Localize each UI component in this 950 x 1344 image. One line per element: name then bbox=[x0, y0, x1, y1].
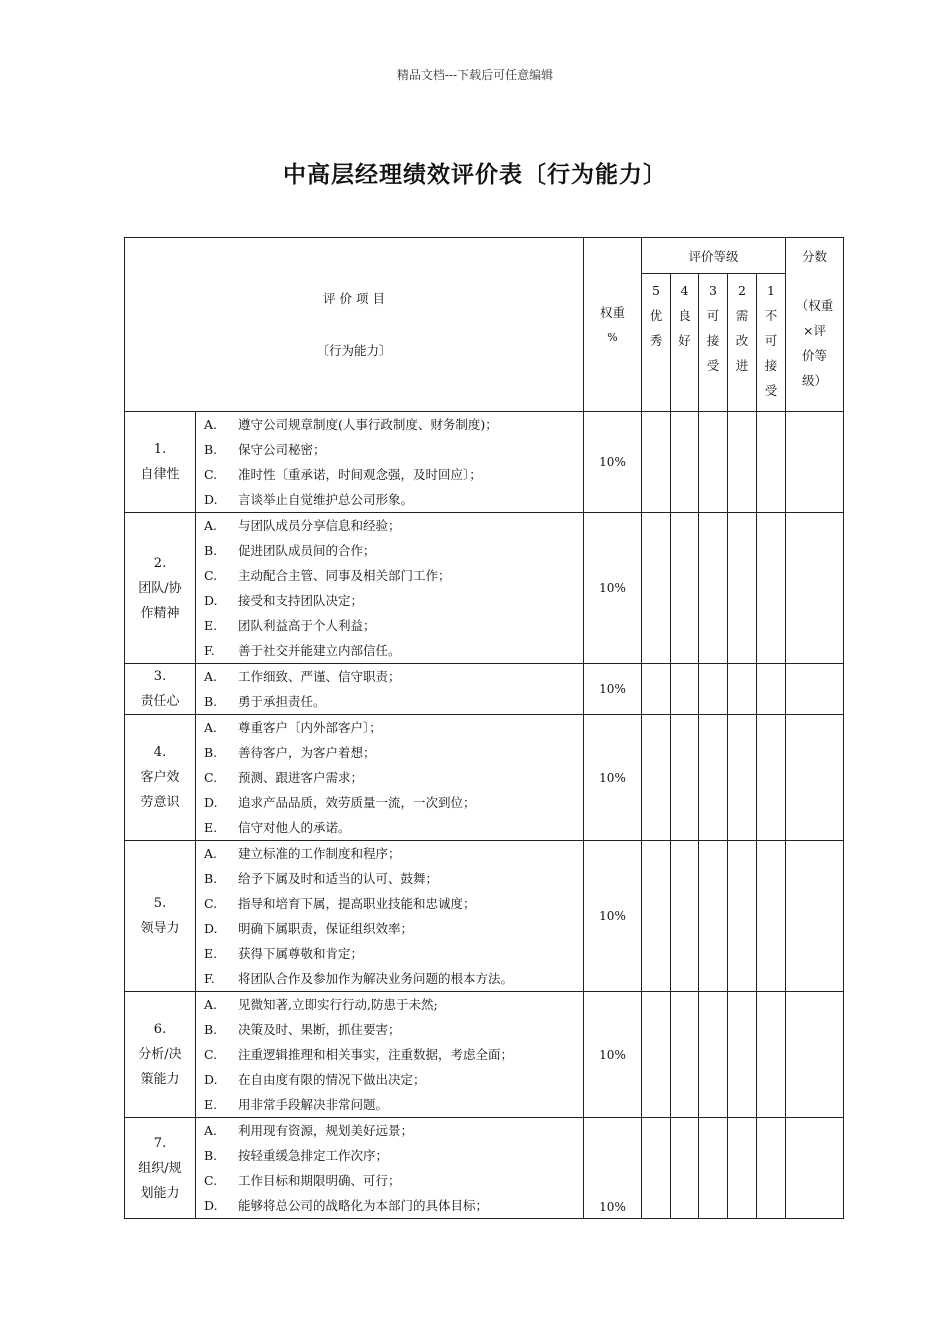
criteria-letter: D. bbox=[204, 492, 218, 507]
score-cell[interactable] bbox=[786, 1118, 844, 1219]
criteria-letter: B. bbox=[204, 745, 218, 760]
criteria-item bbox=[196, 664, 583, 689]
category-name: 划能力 bbox=[140, 1185, 180, 1201]
criteria-item bbox=[196, 916, 583, 941]
rating-cell[interactable] bbox=[757, 664, 786, 715]
level-header-3 bbox=[699, 274, 728, 412]
rating-cell[interactable] bbox=[671, 1118, 699, 1219]
criteria-item bbox=[196, 1168, 583, 1193]
criteria-text: 工作细致、严谨、信守职责； bbox=[238, 669, 401, 684]
category-number: 4. bbox=[153, 745, 167, 760]
criteria-item bbox=[196, 790, 583, 815]
criteria-text: 见微知著,立即实行行动,防患于未然; bbox=[238, 997, 438, 1012]
criteria-text: 遵守公司规章制度(人事行政制度、财务制度)； bbox=[238, 417, 498, 432]
rating-cell[interactable] bbox=[757, 992, 786, 1118]
criteria-text: 促进团队成员间的合作； bbox=[238, 543, 376, 558]
category-name: 劳意识 bbox=[140, 795, 180, 810]
rating-cell[interactable] bbox=[728, 992, 757, 1118]
criteria-item bbox=[196, 715, 583, 740]
criteria-letter: C. bbox=[204, 770, 218, 785]
criteria-text: 保守公司秘密； bbox=[238, 442, 326, 457]
criteria-letter: A. bbox=[204, 846, 218, 861]
category-number: 2. bbox=[153, 555, 167, 571]
criteria-item bbox=[196, 1193, 583, 1218]
criteria-text: 接受和支持团队决定； bbox=[238, 593, 364, 608]
weight-label: 权重 bbox=[600, 304, 626, 320]
criteria-letter: C. bbox=[204, 568, 218, 583]
criteria-letter: D. bbox=[204, 921, 218, 936]
criteria-item bbox=[196, 866, 583, 891]
criteria-letter: B. bbox=[204, 1148, 218, 1163]
criteria-letter: A. bbox=[204, 518, 218, 533]
category-row bbox=[125, 992, 844, 1118]
rating-cell[interactable] bbox=[642, 841, 671, 992]
level-label-char: 受 bbox=[764, 383, 778, 398]
score-cell[interactable] bbox=[786, 513, 844, 664]
criteria-item bbox=[196, 538, 583, 563]
criteria-text: 指导和培育下属，提高职业技能和忠诚度； bbox=[238, 896, 476, 911]
criteria-letter: F. bbox=[204, 643, 215, 658]
criteria-text: 善于社交并能建立内部信任。 bbox=[238, 643, 401, 658]
rating-cell[interactable] bbox=[671, 513, 699, 664]
category-label bbox=[125, 1118, 196, 1219]
criteria-letter: E. bbox=[204, 1097, 218, 1112]
rating-header: 评价等级 bbox=[642, 238, 786, 274]
weight-value: 10% bbox=[584, 664, 642, 715]
score-cell[interactable] bbox=[786, 715, 844, 841]
criteria-list bbox=[196, 715, 584, 841]
criteria-text: 言谈举止自觉维护总公司形象。 bbox=[238, 492, 414, 507]
criteria-letter: C. bbox=[204, 1047, 218, 1062]
criteria-text: 追求产品品质，效劳质量一流，一次到位； bbox=[238, 795, 476, 810]
criteria-letter: A. bbox=[204, 417, 218, 432]
level-label-char: 接 bbox=[706, 333, 720, 348]
level-label-char: 好 bbox=[678, 333, 691, 348]
level-label-char: 可 bbox=[706, 308, 720, 323]
rating-cell[interactable] bbox=[699, 412, 728, 513]
score-note-line: （权重 bbox=[795, 298, 834, 313]
criteria-item bbox=[196, 1067, 583, 1092]
criteria-letter: A. bbox=[204, 997, 218, 1012]
criteria-item bbox=[196, 563, 583, 588]
criteria-item bbox=[196, 941, 583, 966]
rating-cell[interactable] bbox=[699, 992, 728, 1118]
rating-cell[interactable] bbox=[699, 513, 728, 664]
criteria-text: 获得下属尊敬和肯定； bbox=[238, 946, 364, 961]
score-label: 分数 bbox=[802, 249, 828, 264]
criteria-list bbox=[196, 841, 584, 992]
score-cell[interactable] bbox=[786, 841, 844, 992]
criteria-text: 团队利益高于个人利益； bbox=[238, 618, 376, 633]
criteria-text: 按轻重缓急排定工作次序； bbox=[238, 1148, 389, 1163]
level-label-char: 需 bbox=[735, 308, 749, 323]
rating-cell[interactable] bbox=[671, 992, 699, 1118]
level-header-4 bbox=[671, 274, 699, 412]
category-name: 客户效 bbox=[140, 770, 180, 785]
criteria-letter: B. bbox=[204, 543, 218, 558]
level-label-char: 进 bbox=[735, 358, 749, 373]
criteria-text: 尊重客户〔内外部客户〕； bbox=[238, 720, 382, 735]
weight-value: 10% bbox=[584, 513, 642, 664]
rating-cell[interactable] bbox=[699, 715, 728, 841]
category-row bbox=[125, 513, 844, 664]
criteria-text: 将团队合作及参加作为解决业务问题的根本方法。 bbox=[238, 971, 514, 986]
category-label bbox=[125, 841, 196, 992]
score-cell[interactable] bbox=[786, 992, 844, 1118]
level-label-char: 秀 bbox=[649, 333, 663, 348]
criteria-item bbox=[196, 513, 583, 538]
criteria-letter: A. bbox=[204, 669, 218, 684]
criteria-item bbox=[196, 1143, 583, 1168]
rating-cell[interactable] bbox=[728, 412, 757, 513]
criteria-text: 能够将总公司的战略化为本部门的具体目标； bbox=[238, 1198, 489, 1213]
criteria-item bbox=[196, 1042, 583, 1067]
level-label-char: 接 bbox=[764, 358, 778, 373]
criteria-item bbox=[196, 613, 583, 638]
rating-cell[interactable] bbox=[728, 841, 757, 992]
rating-cell[interactable] bbox=[642, 513, 671, 664]
criteria-text: 给予下属及时和适当的认可、鼓舞； bbox=[238, 871, 439, 886]
criteria-text: 建立标准的工作制度和程序； bbox=[238, 846, 401, 861]
level-number: 4 bbox=[680, 283, 689, 298]
level-header-5 bbox=[642, 274, 671, 412]
level-label-char: 优 bbox=[649, 308, 663, 323]
category-name: 分析/决 bbox=[138, 1047, 182, 1062]
criteria-letter: E. bbox=[204, 820, 218, 835]
rating-cell[interactable] bbox=[671, 664, 699, 715]
rating-cell[interactable] bbox=[642, 412, 671, 513]
level-header-2 bbox=[728, 274, 757, 412]
level-number: 5 bbox=[652, 283, 660, 298]
criteria-text: 准时性〔重承诺，时间观念强，及时回应〕； bbox=[238, 467, 482, 482]
level-number: 3 bbox=[709, 283, 717, 298]
category-row bbox=[125, 1118, 844, 1219]
score-note-line: 级） bbox=[802, 373, 828, 388]
criteria-list bbox=[196, 513, 584, 664]
rating-cell[interactable] bbox=[757, 715, 786, 841]
rating-cell[interactable] bbox=[728, 1118, 757, 1219]
category-name: 团队/协 bbox=[138, 580, 182, 596]
criteria-letter: C. bbox=[204, 1173, 218, 1188]
criteria-item bbox=[196, 966, 583, 991]
score-header bbox=[786, 238, 844, 412]
level-label-char: 改 bbox=[735, 333, 749, 348]
criteria-text: 注重逻辑推理和相关事实，注重数据，考虑全面； bbox=[238, 1047, 514, 1062]
criteria-letter: F. bbox=[204, 971, 215, 986]
category-name: 领导力 bbox=[140, 921, 180, 936]
level-header-1 bbox=[757, 274, 786, 412]
rating-cell[interactable] bbox=[699, 1118, 728, 1219]
criteria-list bbox=[196, 664, 584, 715]
page-title: 中高层经理绩效评价表〔行为能力〕 bbox=[283, 162, 667, 188]
criteria-letter: B. bbox=[204, 442, 218, 457]
criteria-text: 明确下属职责，保证组织效率； bbox=[238, 921, 414, 936]
weight-unit: % bbox=[607, 330, 618, 344]
category-number: 6. bbox=[153, 1022, 167, 1037]
header-note: 精品文档---下载后可任意编辑 bbox=[396, 68, 554, 82]
rating-cell[interactable] bbox=[642, 1118, 671, 1219]
rating-cell[interactable] bbox=[757, 841, 786, 992]
category-label bbox=[125, 664, 196, 715]
score-cell[interactable] bbox=[786, 412, 844, 513]
category-name: 自律性 bbox=[140, 467, 180, 482]
weight-value: 10% bbox=[584, 715, 642, 841]
criteria-letter: C. bbox=[204, 896, 218, 911]
level-number: 2 bbox=[738, 283, 746, 298]
criteria-item bbox=[196, 740, 583, 765]
project-label: 评 价 项 目 bbox=[323, 290, 385, 306]
category-label bbox=[125, 715, 196, 841]
score-note-line: 价等 bbox=[802, 348, 828, 363]
criteria-letter: D. bbox=[204, 1072, 218, 1087]
criteria-item bbox=[196, 588, 583, 613]
rating-cell[interactable] bbox=[757, 513, 786, 664]
criteria-letter: D. bbox=[204, 795, 218, 810]
weight-header bbox=[584, 238, 642, 412]
rating-cell[interactable] bbox=[757, 412, 786, 513]
rating-cell[interactable] bbox=[671, 715, 699, 841]
category-number: 3. bbox=[153, 669, 167, 684]
criteria-item bbox=[196, 765, 583, 790]
criteria-text: 工作目标和期限明确、可行； bbox=[238, 1173, 401, 1188]
categories-body bbox=[125, 412, 844, 1219]
rating-cell[interactable] bbox=[671, 412, 699, 513]
category-number: 1. bbox=[153, 442, 167, 457]
score-note-line: ×评 bbox=[803, 323, 826, 338]
criteria-letter: E. bbox=[204, 618, 218, 633]
rating-cell[interactable] bbox=[728, 664, 757, 715]
category-name: 策能力 bbox=[140, 1072, 180, 1087]
criteria-item bbox=[196, 437, 583, 462]
category-label bbox=[125, 412, 196, 513]
rating-cell[interactable] bbox=[642, 715, 671, 841]
criteria-text: 预测、跟进客户需求； bbox=[238, 770, 364, 785]
criteria-item bbox=[196, 841, 583, 866]
criteria-letter: A. bbox=[204, 1123, 218, 1138]
rating-cell[interactable] bbox=[757, 1118, 786, 1219]
criteria-text: 决策及时、果断，抓住要害； bbox=[238, 1022, 401, 1037]
level-label-char: 受 bbox=[706, 358, 720, 373]
criteria-list bbox=[196, 992, 584, 1118]
criteria-item bbox=[196, 412, 583, 437]
rating-cell[interactable] bbox=[671, 841, 699, 992]
level-label-char: 不 bbox=[764, 308, 778, 323]
category-name: 作精神 bbox=[140, 605, 180, 621]
score-cell[interactable] bbox=[786, 664, 844, 715]
level-label-char: 良 bbox=[678, 308, 691, 323]
criteria-letter: E. bbox=[204, 946, 218, 961]
criteria-item bbox=[196, 992, 583, 1017]
criteria-text: 信守对他人的承诺。 bbox=[238, 820, 351, 835]
criteria-item bbox=[196, 815, 583, 840]
criteria-text: 利用现有资源，规划美好远景； bbox=[238, 1123, 414, 1138]
evaluation-table bbox=[124, 237, 844, 1219]
category-row bbox=[125, 841, 844, 992]
category-label bbox=[125, 513, 196, 664]
rating-cell[interactable] bbox=[728, 715, 757, 841]
criteria-text: 与团队成员分享信息和经验； bbox=[238, 518, 401, 533]
criteria-letter: B. bbox=[204, 871, 218, 886]
criteria-item bbox=[196, 891, 583, 916]
criteria-item bbox=[196, 487, 583, 512]
criteria-letter: D. bbox=[204, 1198, 218, 1213]
weight-value: 10% bbox=[584, 841, 642, 992]
criteria-text: 善待客户，为客户着想； bbox=[238, 745, 376, 760]
category-row bbox=[125, 664, 844, 715]
weight-value: 10% bbox=[584, 992, 642, 1118]
rating-cell[interactable] bbox=[642, 664, 671, 715]
rating-cell[interactable] bbox=[699, 664, 728, 715]
rating-cell[interactable] bbox=[642, 992, 671, 1118]
project-header bbox=[125, 238, 584, 412]
criteria-item bbox=[196, 689, 583, 714]
category-label bbox=[125, 992, 196, 1118]
criteria-letter: A. bbox=[204, 720, 218, 735]
criteria-text: 主动配合主管、同事及相关部门工作； bbox=[238, 568, 451, 583]
category-number: 5. bbox=[153, 896, 167, 911]
criteria-item bbox=[196, 462, 583, 487]
level-label-char: 可 bbox=[764, 333, 778, 348]
project-sublabel: 〔行为能力〕 bbox=[316, 342, 392, 358]
category-row bbox=[125, 412, 844, 513]
rating-cell[interactable] bbox=[728, 513, 757, 664]
criteria-text: 用非常手段解决非常问题。 bbox=[238, 1097, 389, 1112]
criteria-letter: D. bbox=[204, 593, 218, 608]
rating-cell[interactable] bbox=[699, 841, 728, 992]
criteria-text: 在自由度有限的情况下做出决定； bbox=[238, 1072, 426, 1087]
criteria-letter: B. bbox=[204, 1022, 218, 1037]
category-number: 7. bbox=[153, 1135, 167, 1151]
criteria-list bbox=[196, 1118, 584, 1219]
category-row bbox=[125, 715, 844, 841]
weight-value: 10% bbox=[584, 1118, 642, 1219]
criteria-item bbox=[196, 1017, 583, 1042]
criteria-text: 勇于承担责任。 bbox=[238, 694, 326, 709]
category-name: 组织/规 bbox=[138, 1160, 182, 1176]
criteria-letter: C. bbox=[204, 467, 218, 482]
criteria-letter: B. bbox=[204, 694, 218, 709]
weight-value: 10% bbox=[584, 412, 642, 513]
criteria-item bbox=[196, 1092, 583, 1117]
criteria-item bbox=[196, 638, 583, 663]
category-name: 责任心 bbox=[140, 694, 180, 709]
level-number: 1 bbox=[767, 283, 775, 298]
criteria-list bbox=[196, 412, 584, 513]
criteria-item bbox=[196, 1118, 583, 1143]
